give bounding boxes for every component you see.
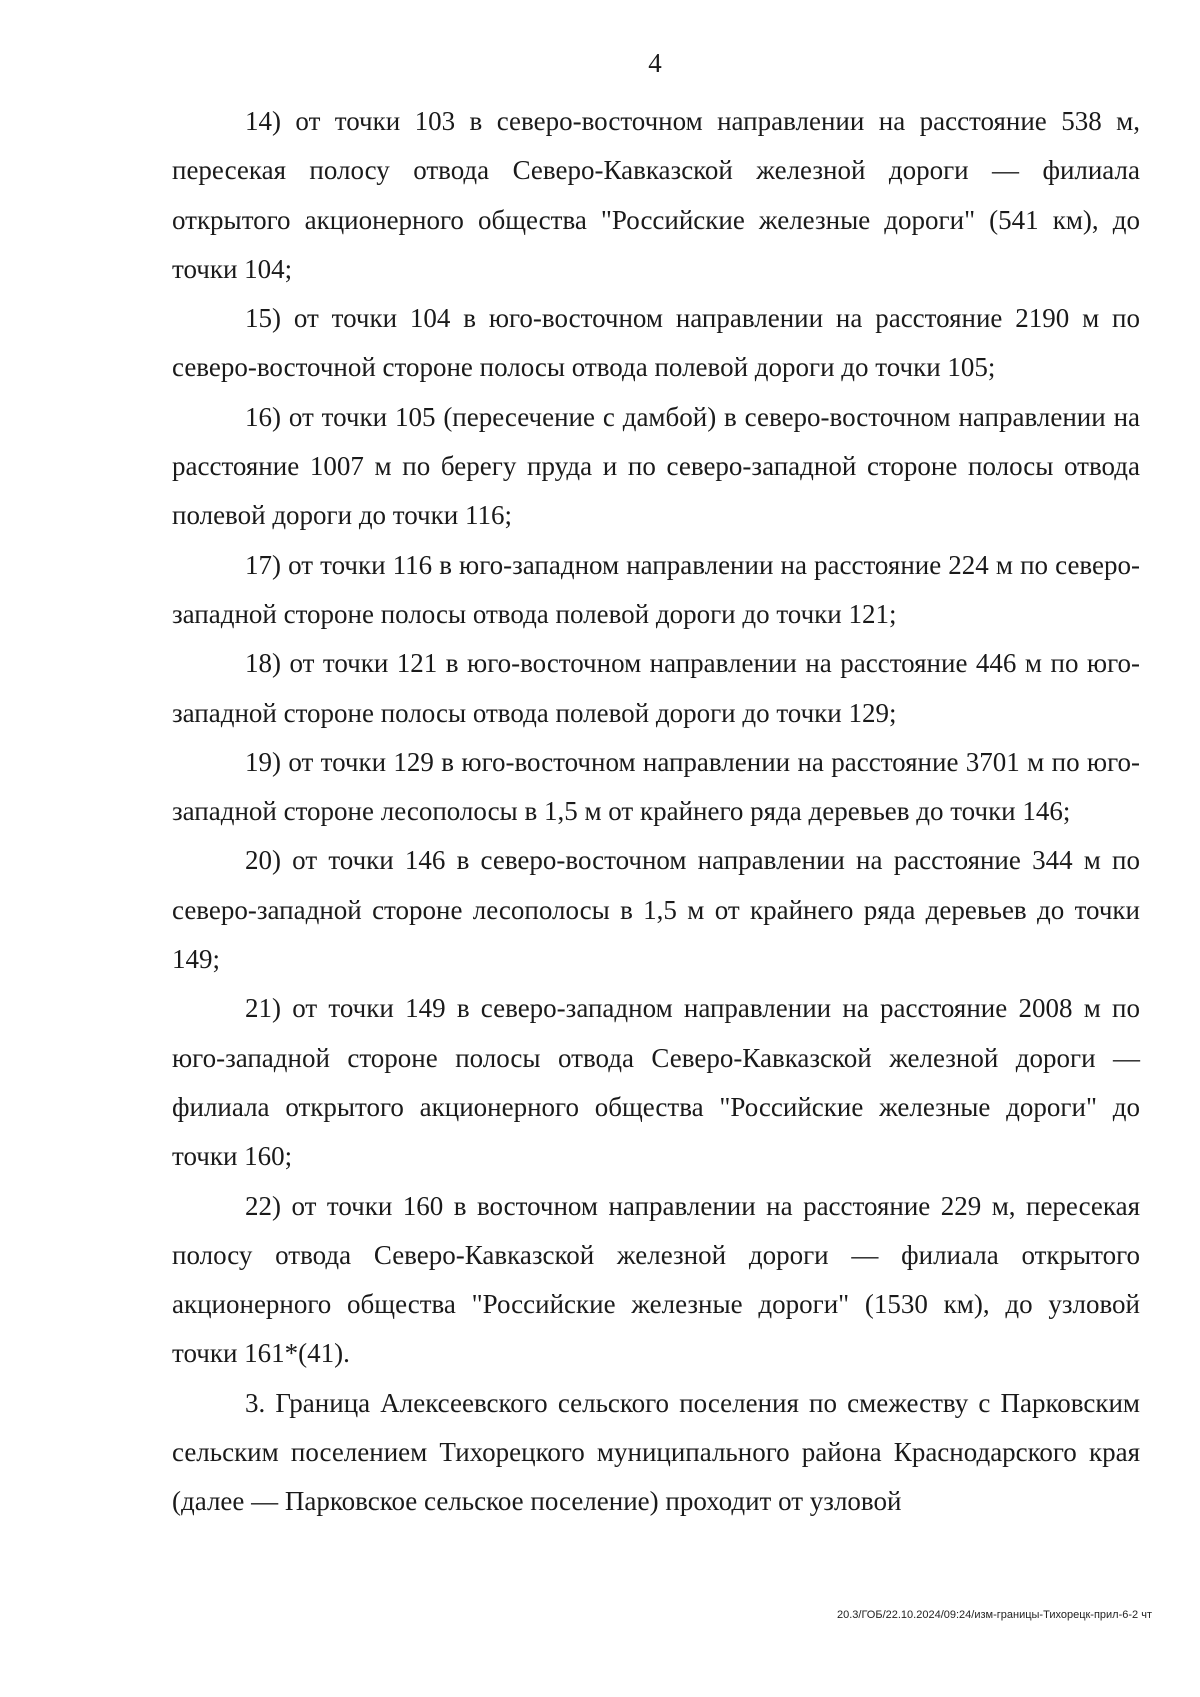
paragraph-item-21: 21) от точки 149 в северо-западном направлении на расстояние 2008 м по юго-западной стороне полосы отвода Северо-Кавказской железной дороги — филиала открытого акционерного общества "Российские железные дороги" до точки 160;: [172, 993, 1140, 1172]
document-footer-code: 20.3/ГОБ/22.10.2024/09:24/изм-границы-Тихорецк-прил-6-2 чт: [837, 1609, 1152, 1621]
page-number: 4: [648, 48, 662, 78]
paragraph-item-15: 15) от точки 104 в юго-восточном направлении на расстояние 2190 м по северо-восточной стороне полосы отвода полевой дороги до точки 105;: [172, 303, 1140, 383]
paragraph-item-20: 20) от точки 146 в северо-восточном направлении на расстояние 344 м по северо-западной стороне лесополосы в 1,5 м от крайнего ряда деревьев до точки 149;: [172, 845, 1140, 975]
document-body: [172, 97, 1140, 1527]
paragraph-item-17: 17) от точки 116 в юго-западном направлении на расстояние 224 м по северо-западной стороне полосы отвода полевой дороги до точки 121;: [172, 549, 1140, 629]
paragraph-item-16: 16) от точки 105 (пересечение с дамбой) в северо-восточном направлении на расстояние 1007 м по берегу пруда и по северо-западной стороне полосы отвода полевой дороги до точки 116;: [172, 401, 1140, 531]
paragraph-item-18: 18) от точки 121 в юго-восточном направлении на расстояние 446 м по юго-западной стороне полосы отвода полевой дороги до точки 129;: [172, 648, 1140, 728]
paragraph-item-19: 19) от точки 129 в юго-восточном направлении на расстояние 3701 м по юго-западной стороне лесополосы в 1,5 м от крайнего ряда деревьев до точки 146;: [172, 746, 1140, 827]
paragraph-item-14: 14) от точки 103 в северо-восточном направлении на расстояние 538 м, пересекая полосу отвода Северо-Кавказской железной дороги — филиала открытого акционерного общества "Российские железные дороги" (541 км), до точки 104;: [172, 106, 1140, 284]
section-3-paragraph: 3. Граница Алексеевского сельского поселения по смежеству с Парковским сельским поселением Тихорецкого муниципального района Краснодарского края (далее — Парковское сельское поселение) проходит от узловой: [172, 1387, 1140, 1517]
paragraph-item-22: 22) от точки 160 в восточном направлении на расстояние 229 м, пересекая полосу отвода Северо-Кавказской железной дороги — филиала открытого акционерного общества "Российские железные дороги" (1530 км), до узловой точки 161*(41).: [172, 1190, 1140, 1369]
